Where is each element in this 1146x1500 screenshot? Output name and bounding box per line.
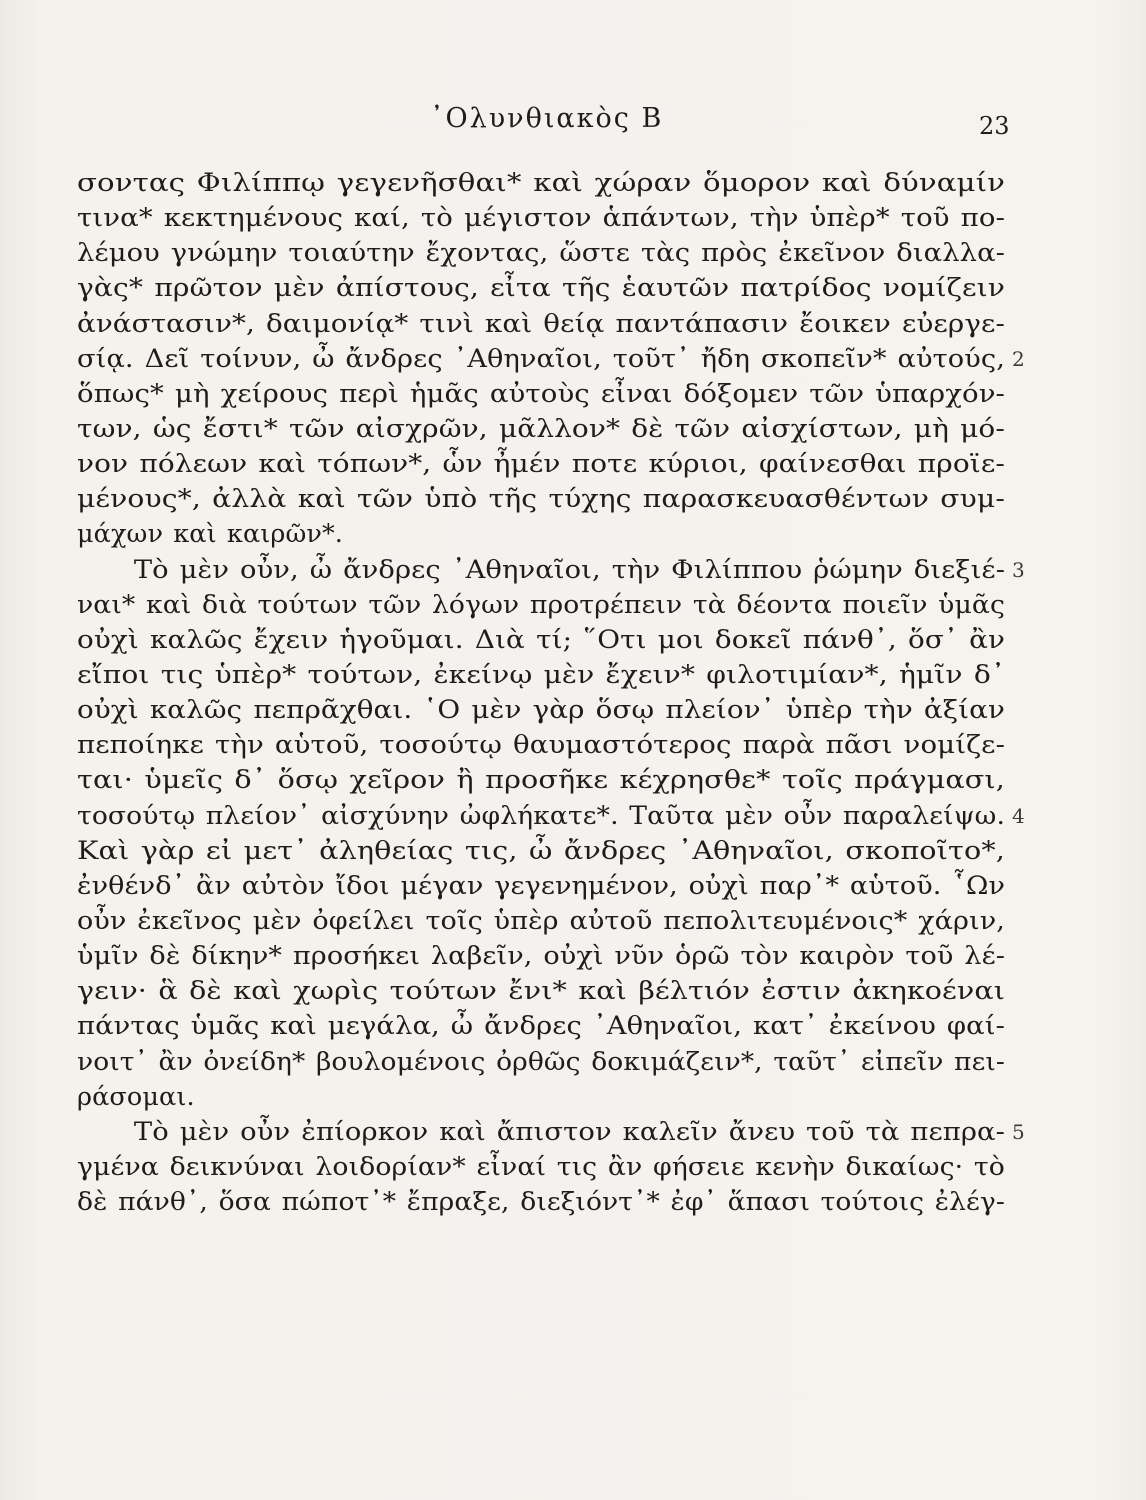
text-line xyxy=(77,974,1007,1009)
line-text: ἀνάστασιν*, δαιμονίᾳ* τινὶ καὶ θείᾳ παντάπασιν ἔοικεν εὐεργε- xyxy=(77,308,1005,339)
text-line xyxy=(77,799,1025,834)
text-line xyxy=(77,1009,1007,1044)
text-line xyxy=(77,1150,1007,1185)
text-line xyxy=(77,623,1007,658)
text-line xyxy=(77,728,1007,763)
text-line xyxy=(77,869,1007,904)
text-line xyxy=(77,553,1025,588)
text-line xyxy=(77,588,1007,623)
line-text: πάντας ὑμᾶς καὶ μεγάλα, ὦ ἄνδρες ᾿Αθηναῖοι, κατ᾿ ἐκείνου φαί- xyxy=(77,1011,1005,1042)
line-text: δὲ πάνθ᾿, ὅσα πώποτ᾿* ἔπραξε, διεξιόντ᾿* ἐφ᾿ ἅπασι τούτοις ἐλέγ- xyxy=(77,1187,1005,1218)
line-text: νοιτ᾿ ἂν ὀνείδη* βουλομένοις ὀρθῶς δοκιμάζειν*, ταῦτ᾿ εἰπεῖν πει- xyxy=(77,1046,1005,1077)
running-header-title: ᾿Ολυνθιακὸς Β xyxy=(430,103,664,134)
line-text: πεποίηκε τὴν αὑτοῦ, τοσούτῳ θαυμαστότερος παρὰ πᾶσι νομίζε- xyxy=(77,730,1006,761)
text-body xyxy=(77,166,1025,1220)
text-line xyxy=(77,1045,1007,1080)
text-line xyxy=(77,236,1007,271)
text-line xyxy=(77,342,1025,377)
text-line xyxy=(77,1080,1007,1115)
line-text: μένους*, ἀλλὰ καὶ τῶν ὑπὸ τῆς τύχης παρασκευασθέντων συμ- xyxy=(77,484,1005,515)
line-text: οὐχὶ καλῶς ἔχειν ἡγοῦμαι. Διὰ τί; ῞Οτι μοι δοκεῖ πάνθ᾿, ὅσ᾿ ἂν xyxy=(77,624,1005,655)
text-line xyxy=(77,412,1007,447)
line-text: ὑμῖν δὲ δίκην* προσήκει λαβεῖν, οὐχὶ νῦν ὁρῶ τὸν καιρὸν τοῦ λέ- xyxy=(77,941,1005,972)
line-text: σοντας Φιλίππῳ γεγενῆσθαι* καὶ χώραν ὅμορον καὶ δύναμίν xyxy=(77,168,1006,198)
text-line xyxy=(77,939,1007,974)
section-number: 2 xyxy=(1012,346,1025,371)
line-text: οὐχὶ καλῶς πεπρᾶχθαι. ῾Ο μὲν γὰρ ὅσῳ πλείον᾿ ὑπὲρ τὴν ἀξίαν xyxy=(77,695,1005,726)
line-text: ται· ὑμεῖς δ᾿ ὅσῳ χεῖρον ἢ προσῆκε κέχρησθε* τοῖς πράγμασι, xyxy=(77,765,1005,796)
page-number: 23 xyxy=(979,112,1010,140)
text-line xyxy=(77,763,1007,798)
text-line xyxy=(77,307,1007,342)
text-line xyxy=(77,904,1007,939)
line-text: ράσομαι. xyxy=(77,1081,195,1112)
line-text: Τὸ μὲν οὖν ἐπίορκον καὶ ἄπιστον καλεῖν ἄνευ τοῦ τὰ πεπρα- xyxy=(133,1116,1006,1147)
line-text: νον πόλεων καὶ τόπων*, ὧν ἦμέν ποτε κύριοι, φαίνεσθαι προϊε- xyxy=(77,449,1006,480)
line-text: μάχων καὶ καιρῶν*. xyxy=(77,519,344,550)
line-text: ναι* καὶ διὰ τούτων τῶν λόγων προτρέπειν τὰ δέοντα ποιεῖν ὑμᾶς xyxy=(77,589,1005,620)
line-text: Τὸ μὲν οὖν, ὦ ἄνδρες ᾿Αθηναῖοι, τὴν Φιλίππου ῥώμην διεξιέ- xyxy=(133,554,1006,585)
text-line xyxy=(77,1185,1007,1220)
line-text: των, ὡς ἔστι* τῶν αἰσχρῶν, μᾶλλον* δὲ τῶν αἰσχίστων, μὴ μό- xyxy=(77,413,1005,444)
section-number: 4 xyxy=(1012,803,1025,828)
line-text: τινα* κεκτημένους καί, τὸ μέγιστον ἁπάντων, τὴν ὑπὲρ* τοῦ πο- xyxy=(77,203,1006,234)
line-text: σίᾳ. Δεῖ τοίνυν, ὦ ἄνδρες ᾿Αθηναῖοι, τοῦτ᾿ ἤδη σκοπεῖν* αὐτούς, xyxy=(77,343,1005,374)
section-number: 3 xyxy=(1012,557,1025,582)
line-text: λέμου γνώμην τοιαύτην ἔχοντας, ὥστε τὰς πρὸς ἐκεῖνον διαλλα- xyxy=(77,238,1005,269)
line-text: γειν· ἃ δὲ καὶ χωρὶς τούτων ἔνι* καὶ βέλτιόν ἐστιν ἀκηκοέναι xyxy=(77,976,1006,1007)
text-line xyxy=(77,447,1007,482)
section-number: 5 xyxy=(1012,1119,1025,1144)
text-line xyxy=(77,834,1007,869)
line-text: γὰς* πρῶτον μὲν ἀπίστους, εἶτα τῆς ἑαυτῶν πατρίδος νομίζειν xyxy=(77,273,1006,304)
text-line xyxy=(77,271,1007,306)
line-text: οὖν ἐκεῖνος μὲν ὀφείλει τοῖς ὑπὲρ αὐτοῦ πεπολιτευμένοις* χάριν, xyxy=(77,905,1005,936)
text-line xyxy=(77,201,1007,236)
line-text: γμένα δεικνύναι λοιδορίαν* εἶναί τις ἂν φήσειε κενὴν δικαίως· τὸ xyxy=(77,1151,1005,1182)
line-text: ἐνθένδ᾿ ἂν αὐτὸν ἴδοι μέγαν γεγενημένον, οὐχὶ παρ᾿* αὑτοῦ. ῟Ων xyxy=(77,870,1006,901)
text-line xyxy=(77,1115,1025,1150)
line-text: Καὶ γὰρ εἰ μετ᾿ ἀληθείας τις, ὦ ἄνδρες ᾿Αθηναῖοι, σκοποῖτο*, xyxy=(77,835,1005,866)
text-line xyxy=(77,377,1007,412)
line-text: τοσούτῳ πλείον᾿ αἰσχύνην ὠφλήκατε*. Ταῦτα μὲν οὖν παραλείψω. xyxy=(77,800,1006,831)
text-line xyxy=(77,482,1007,517)
line-text: εἴποι τις ὑπὲρ* τούτων, ἐκείνῳ μὲν ἔχειν* φιλοτιμίαν*, ἡμῖν δ᾿ xyxy=(77,659,1006,690)
line-text: ὅπως* μὴ χείρους περὶ ἡμᾶς αὐτοὺς εἶναι δόξομεν τῶν ὑπαρχόν- xyxy=(77,378,1005,409)
text-line xyxy=(77,517,1007,552)
text-line xyxy=(77,658,1007,693)
text-line xyxy=(77,693,1007,728)
text-line xyxy=(77,166,1007,201)
